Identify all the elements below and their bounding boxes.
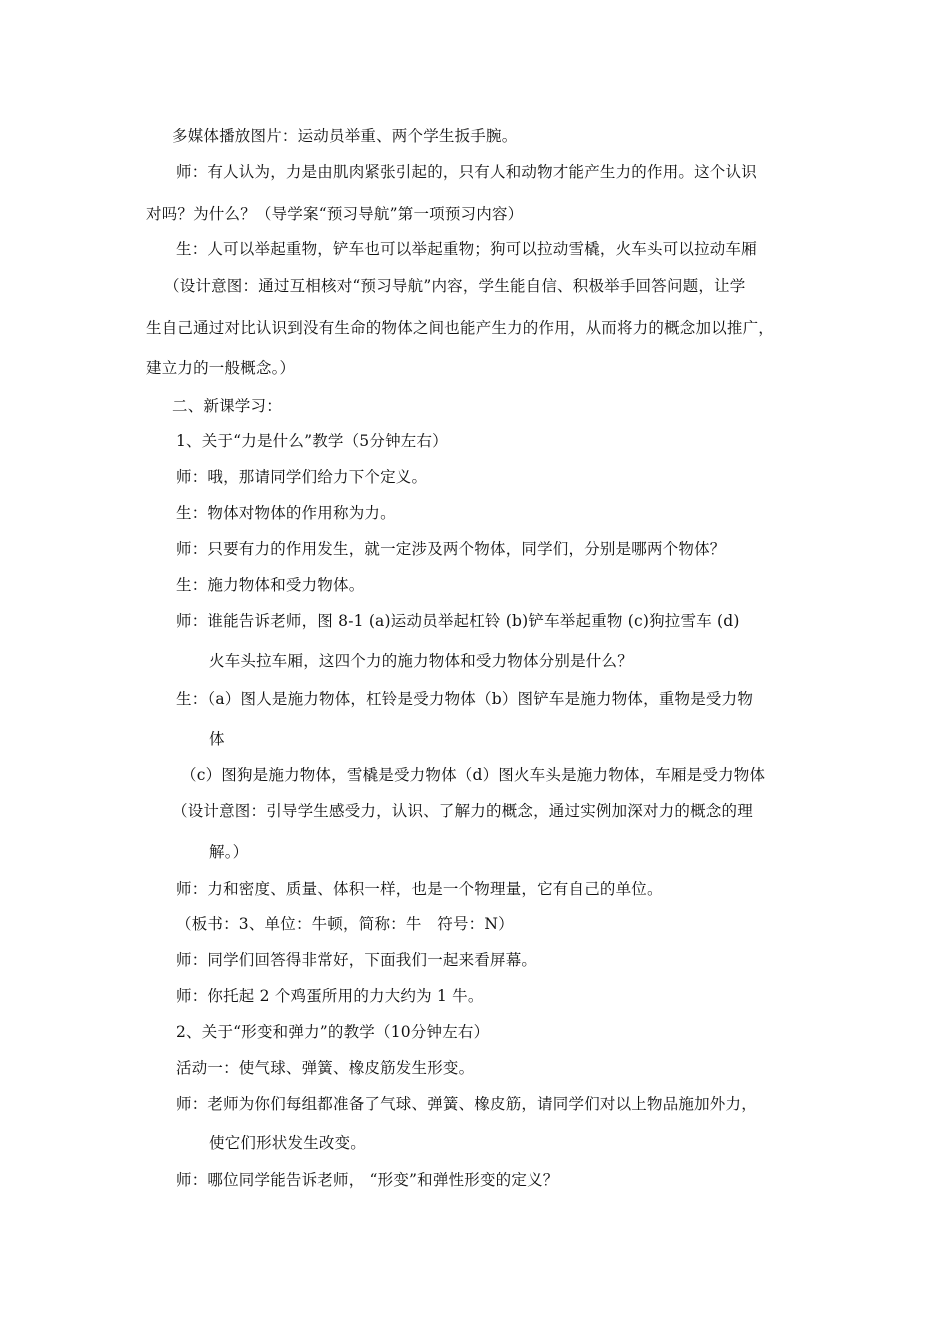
- text-line: 生：物体对物体的作用称为力。: [176, 504, 396, 522]
- text-line: 活动一：使气球、弹簧、橡皮筋发生形变。: [176, 1059, 475, 1077]
- text-line: 师：只要有力的作用发生，就一定涉及两个物体，同学们，分别是哪两个物体？: [176, 540, 726, 558]
- text-line: 生：施力物体和受力物体。: [176, 576, 365, 594]
- text-line: 师：哦，那请同学们给力下个定义。: [176, 468, 428, 486]
- text-line: 解。）: [209, 843, 249, 861]
- text-line: 师：你托起 2 个鸡蛋所用的力大约为 1 牛。: [176, 987, 484, 1005]
- text-line: 师：有人认为，力是由肌肉紧张引起的，只有人和动物才能产生力的作用。这个认识: [176, 163, 757, 181]
- text-line: 使它们形状发生改变。: [209, 1134, 367, 1152]
- text-line: 师：哪位同学能告诉老师， “形变”和弹性形变的定义？: [176, 1171, 559, 1189]
- text-line: 多媒体播放图片：运动员举重、两个学生扳手腕。: [172, 127, 518, 145]
- text-line: 师：力和密度、质量、体积一样，也是一个物理量，它有自己的单位。: [176, 880, 663, 898]
- text-line: （板书：3、单位：牛顿，简称：牛 符号：N）: [176, 915, 514, 933]
- subsection-heading: 1、关于“力是什么”教学（5分钟左右）: [176, 432, 448, 450]
- text-line: （设计意图：引导学生感受力，认识、了解力的概念，通过实例加深对力的概念的理: [172, 802, 753, 820]
- text-line: 建立力的一般概念。）: [146, 359, 296, 377]
- text-line: 火车头拉车厢，这四个力的施力物体和受力物体分别是什么？: [209, 652, 633, 670]
- text-line: 生：人可以举起重物，铲车也可以举起重物；狗可以拉动雪橇，火车头可以拉动车厢: [176, 240, 757, 258]
- text-line: 生自己通过对比认识到没有生命的物体之间也能产生力的作用，从而将力的概念加以推广，: [146, 319, 775, 337]
- text-line: 生：（a）图人是施力物体，杠铃是受力物体（b）图铲车是施力物体，重物是受力物: [176, 690, 754, 708]
- section-heading: 二、新课学习：: [172, 397, 282, 415]
- text-line: 对吗？为什么？（导学案“预习导航”第一项预习内容）: [146, 205, 524, 223]
- text-line: 师：老师为你们每组都准备了气球、弹簧、橡皮筋，请同学们对以上物品施加外力，: [176, 1095, 757, 1113]
- text-line: 师：同学们回答得非常好，下面我们一起来看屏幕。: [176, 951, 538, 969]
- text-line: 师：谁能告诉老师，图 8-1 (a)运动员举起杠铃 (b)铲车举起重物 (c)狗拉雪车 (d): [176, 612, 740, 630]
- text-line: （c）图狗是施力物体，雪橇是受力物体（d）图火车头是施力物体，车厢是受力物体: [181, 766, 766, 784]
- text-line: 体: [209, 730, 225, 748]
- text-line: （设计意图：通过互相核对“预习导航”内容，学生能自信、积极举手回答问题，让学: [164, 277, 746, 295]
- subsection-heading: 2、关于“形变和弹力”的教学（10分钟左右）: [176, 1023, 490, 1041]
